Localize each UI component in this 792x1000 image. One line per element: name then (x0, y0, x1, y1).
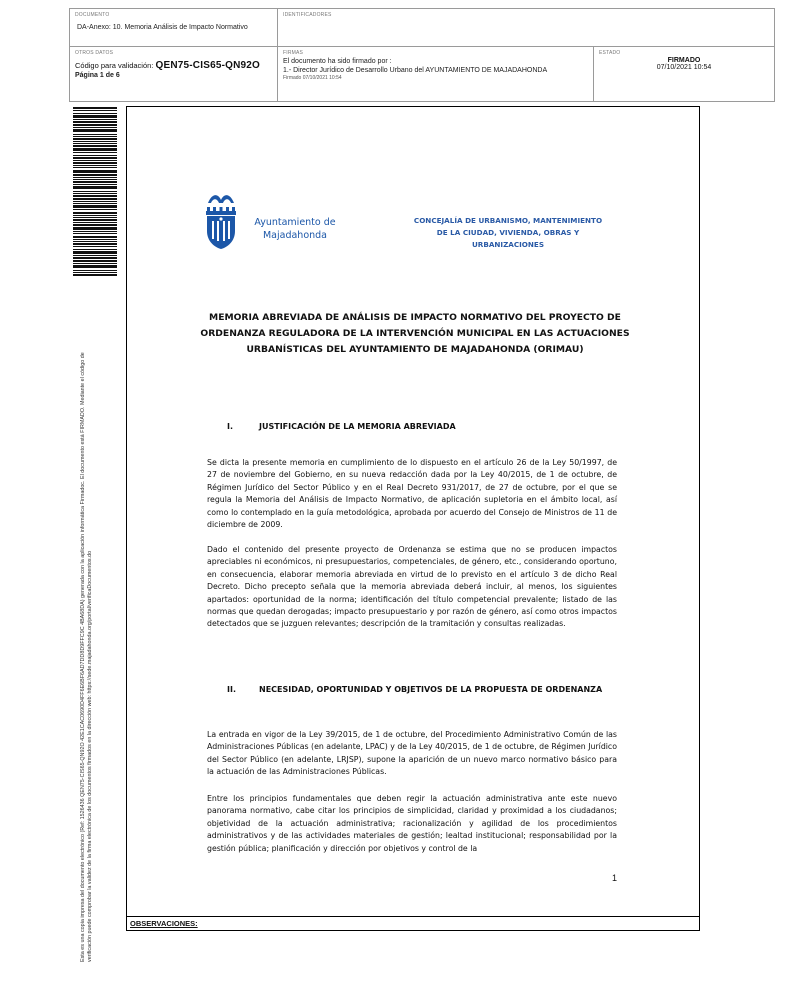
barcode-bar (73, 177, 117, 178)
barcode-bar (73, 110, 117, 111)
barcode-bar (73, 260, 117, 262)
validation-code-prefix: Código para validación: (75, 61, 154, 70)
section-number: I. (227, 422, 234, 431)
title-line-1: MEMORIA ABREVIADA DE ANÁLISIS DE IMPACTO NORMATIVO DEL PROYECTO DE (209, 312, 621, 323)
barcode-bar (73, 174, 117, 176)
barcode-bar (73, 143, 117, 144)
concejalia-line-1: CONCEJALÍA DE URBANISMO, MANTENIMIENTO (413, 216, 603, 225)
estado-value: FIRMADO (667, 57, 701, 64)
estado-label: ESTADO (599, 50, 621, 56)
barcode-bar (73, 155, 117, 156)
section-title: NECESIDAD, OPORTUNIDAD Y OBJETIVOS DE LA PROPUESTA DE ORDENANZA (259, 685, 603, 694)
barcode-bar (73, 119, 117, 120)
barcode-bar (73, 160, 117, 161)
barcode-bar (73, 184, 117, 185)
barcode-bar (73, 265, 117, 268)
barcode-bar (73, 201, 117, 202)
barcode-bar (73, 215, 117, 216)
documento-label: DOCUMENTO (75, 12, 110, 18)
barcode-bar (73, 170, 117, 173)
barcode-bar (73, 148, 117, 151)
barcode-bar (73, 272, 117, 273)
barcode-bar (73, 255, 117, 256)
title-line-2: ORDENANZA REGULADORA DE LA INTERVENCIÓN MUNICIPAL EN LAS ACTUACIONES (200, 328, 630, 339)
barcode-bar (73, 179, 117, 180)
documento-cell (70, 9, 277, 46)
barcode-bar (73, 129, 117, 132)
barcode-bar (73, 113, 117, 114)
section-number: II. (227, 685, 236, 694)
barcode-bar (73, 274, 117, 276)
ayuntamiento-name (245, 216, 345, 242)
estado-date: 07/10/2021 10:54 (656, 64, 712, 71)
paragraph: Entre los principios fundamentales que deben regir la actuación administrativa ante este nuevo panorama normativo, cabe citar los principios de simplicidad, claridad y proximidad a los ciudadanos; objetividad de la actuación administrativa; racionalización y agilidad de los procedimientos administrativos y de las actividades materiales de gestión; lealtad institucional; responsabilidad por la gestión pública; planificación y dirección por objetivos y control de la (207, 794, 617, 853)
barcode-bar (73, 224, 117, 226)
concejalia-heading (405, 215, 611, 251)
barcode-bar (73, 219, 117, 221)
side-text-line-1: Esta es una copia impresa del documento electrónico (Ref: 1526436 QEN75-CIS65-QN92O 42E1CAC0690D4FF6E6BF6AD7DD8D9FFC9C 4BA68DA) generada con la aplicación informática Firmadoc. El documento está FIRMADO. Mediante el código de (80, 352, 86, 962)
barcode-bar (73, 243, 117, 245)
barcode-bar (73, 246, 117, 247)
barcode-bar (73, 212, 117, 214)
barcode-bar (73, 167, 117, 168)
verification-side-text (80, 282, 93, 962)
barcode-bar (73, 251, 117, 254)
otros-datos-label: OTROS DATOS (75, 50, 114, 56)
paragraph: Se dicta la presente memoria en cumplimiento de lo dispuesto en el artículo 26 de la Ley 50/1997, de 27 de noviembre del Gobierno, en su nueva redacción dada por la Ley 40/2015, de 1 de octubre, de Régimen Jurídico del Sector Público y en el Real Decreto 931/2017, de 27 de octubre, por el que se regula la Memoria del Análisis de Impacto Normativo, de aplicación supletoria en el ámbito local, así como lo contemplado en la guía metodológica, aprobada por acuerdo del Consejo de Ministros de 11 de diciembre de 2009. (207, 458, 617, 530)
barcode-bar (73, 165, 117, 166)
barcode-bar (73, 124, 117, 126)
concejalia-line-2: DE LA CIUDAD, VIVIENDA, OBRAS Y (436, 228, 580, 237)
section-title: JUSTIFICACIÓN DE LA MEMORIA ABREVIADA (259, 422, 456, 431)
identificadores-cell (277, 9, 774, 46)
barcode-bar (73, 209, 117, 210)
firmas-line-3: Firmado 07/10/2021 10:54 (283, 75, 342, 81)
barcode-bar (73, 217, 117, 218)
signature-header (69, 8, 775, 102)
barcode-bar (73, 205, 117, 208)
barcode-bar (73, 233, 117, 234)
barcode-bar (73, 186, 117, 189)
document-page (126, 106, 700, 931)
barcode-bar (73, 152, 117, 153)
barcode-bar (73, 227, 117, 230)
barcode-bar (73, 257, 117, 259)
barcode-bar (73, 145, 117, 147)
ayuntamiento-name-line-2: Majadahonda (262, 230, 328, 241)
barcode-bar (73, 222, 117, 223)
majadahonda-crest-icon (206, 191, 236, 249)
identificadores-label: IDENTIFICADORES (283, 12, 332, 18)
barcode-bar (73, 193, 117, 194)
barcode-bar (73, 138, 117, 140)
firmas-line-1: El documento ha sido firmado por : (283, 58, 392, 65)
estado-cell (593, 47, 774, 101)
observaciones-bar: OBSERVACIONES: (127, 916, 699, 930)
barcode-bar (73, 107, 117, 109)
barcode-bar (73, 231, 117, 232)
paragraph: Dado el contenido del presente proyecto de Ordenanza se estima que no se producen impactos apreciables ni económicos, ni presupuestarios, competenciales, de género, etc., considerando oportuno, en consecuencia, elaborar memoria abreviada en virtud de lo previsto en el artículo 3 de dicho Real Decreto. Dicho precepto señala que la memoria abreviada deberá incluir, al menos, los siguientes apartados: oportunidad de la norma; identificación del título competencial prevalente; listado de las normas que quedan derogadas; impacto presupuestario y por razón de género, así como otros impactos detectados que se juzguen relevantes; descripción de la tramitación y consultas realizadas. (207, 545, 617, 629)
page-count: Página 1 de 6 (75, 72, 120, 79)
barcode (73, 107, 117, 277)
barcode-bar (73, 191, 117, 192)
barcode-bar (73, 121, 117, 123)
barcode-bar (73, 239, 117, 240)
otros-datos-cell (70, 47, 277, 101)
firmas-line-2: 1.- Director Jurídico de Desarrollo Urbano del AYUNTAMIENTO DE MAJADAHONDA (283, 67, 548, 74)
barcode-bar (73, 198, 117, 200)
barcode-bar (73, 134, 117, 135)
concejalia-line-3: URBANIZACIONES (471, 240, 545, 249)
barcode-bar (73, 181, 117, 183)
barcode-bar (73, 249, 117, 250)
barcode-bar (73, 136, 117, 137)
title-line-3: URBANÍSTICAS DEL AYUNTAMIENTO DE MAJADAHONDA (ORIMAU) (246, 344, 584, 355)
document-title (199, 310, 631, 358)
barcode-bar (73, 236, 117, 238)
barcode-bar (73, 115, 117, 118)
barcode-bar (73, 195, 117, 197)
firmas-label: FIRMAS (283, 50, 304, 56)
paragraph: La entrada en vigor de la Ley 39/2015, de 1 de octubre, del Procedimiento Administrativo Común de las Administraciones Públicas (en adelante, LPAC) y de la Ley 40/2015, de 1 de octubre, de Régimen Jurídico del Sector Público (en adelante, LRJSP), supone la aparición de un nuevo marco normativo básico para la actuación de las Administraciones Públicas. (207, 730, 617, 777)
validation-code-line (75, 60, 272, 71)
documento-value: DA-Anexo: 10. Memoria Análisis de Impacto Normativo (77, 24, 248, 31)
side-text-line-2: verificación puede comprobar la validez de la firma electrónica de los documentos firmados en la dirección web: https://sede.majadahonda.org/portal/verificaDocumentos.do (86, 550, 93, 962)
barcode-bar (73, 157, 117, 159)
ayuntamiento-name-line-1: Ayuntamiento de (254, 217, 336, 228)
barcode-bar (73, 203, 117, 204)
barcode-bar (73, 263, 117, 264)
firmas-cell (277, 47, 593, 101)
barcode-bar (73, 127, 117, 128)
barcode-bar (73, 270, 117, 271)
validation-code: QEN75-CIS65-QN92O (155, 60, 261, 71)
barcode-bar (73, 162, 117, 164)
barcode-bar (73, 241, 117, 242)
barcode-bar (73, 141, 117, 142)
page-number: 1 (612, 873, 618, 883)
